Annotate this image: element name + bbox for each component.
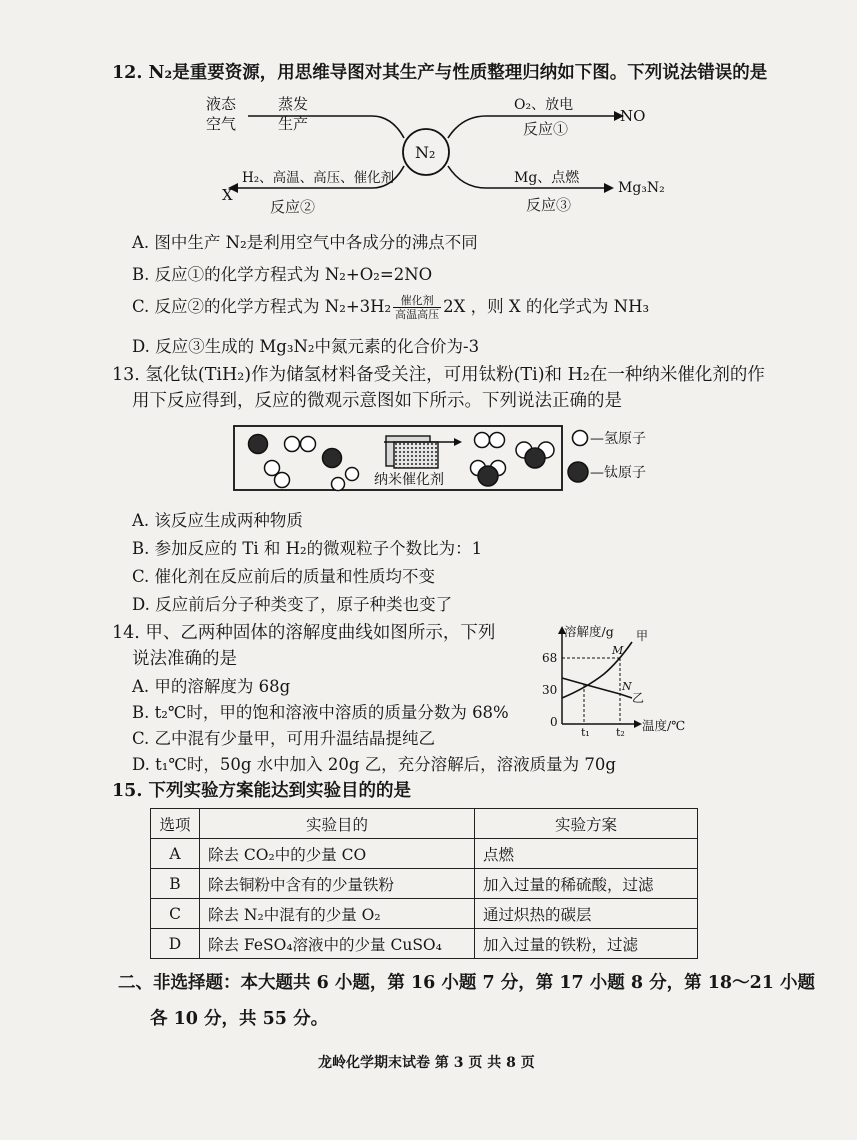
q13-stem-line2: 用下反应得到，反应的微观示意图如下所示。下列说法正确的是 — [132, 391, 622, 411]
table-cell: 加入过量的铁粉，过滤 — [475, 929, 698, 959]
table-row — [151, 929, 698, 959]
table-row — [151, 839, 698, 869]
table-cell: D — [151, 929, 200, 959]
table-header: 实验方案 — [475, 809, 698, 839]
page-footer: 龙岭化学期末试卷 第 3 页 共 8 页 — [318, 1055, 535, 1071]
h-atom-icon — [301, 437, 316, 452]
arrow-production — [248, 116, 404, 138]
arrow1-line2: 生产 — [278, 115, 309, 133]
catalyst-label: 纳米催化剂 — [374, 472, 444, 488]
experiment-table — [150, 808, 698, 959]
table-cell: 点燃 — [475, 839, 698, 869]
q13-stem-line1: 13. 氢化钛(TiH₂)作为储氢材料备受关注，可用钛粉(Ti)和 H₂在一种纳米催化剂的作 — [112, 365, 765, 385]
r1-condition: O₂、放电 — [514, 97, 574, 113]
h-atom-icon — [346, 468, 359, 481]
q12-option-c-suffix: 2X ，则 X 的化学式为 NH₃ — [443, 297, 650, 316]
q13-option-c: C. 催化剂在反应前后的质量和性质均不变 — [132, 567, 436, 586]
y-tick-68: 68 — [542, 651, 558, 665]
table-cell: 除去 N₂中混有的少量 O₂ — [200, 899, 475, 929]
origin-label: 0 — [550, 715, 558, 729]
r2-label: 反应② — [270, 198, 316, 216]
n2-mind-map-diagram — [196, 90, 665, 218]
r3-product: Mg₃N₂ — [618, 180, 665, 196]
section2-line1: 二、非选择题：本大题共 6 小题，第 16 小题 7 分，第 17 小题 8 分，第 18～21 小题 — [118, 973, 816, 993]
q15-stem: 15. 下列实验方案能达到实验目的的是 — [112, 781, 412, 801]
h-atom-icon — [265, 461, 280, 476]
ti-atom-icon — [525, 448, 545, 468]
h-atom-icon — [332, 478, 345, 491]
source-line1: 液态 — [206, 95, 237, 113]
r2-product: X — [222, 186, 233, 204]
table-header-row — [151, 809, 698, 839]
center-n2: N₂ — [415, 143, 436, 162]
x-axis-label: 温度/℃ — [642, 718, 686, 733]
h-atom-icon — [475, 433, 490, 448]
point-m-label: M — [612, 644, 624, 657]
q13-option-a: A. 该反应生成两种物质 — [132, 511, 303, 530]
solubility-curve-graph — [536, 622, 686, 742]
h-atom-icon — [285, 437, 300, 452]
arrowhead-r3 — [604, 183, 614, 193]
legend-h: —氢原子 — [590, 431, 646, 447]
point-n-label: N — [622, 680, 632, 693]
r3-label: 反应③ — [526, 196, 572, 214]
x-tick-t2: t₂ — [616, 726, 625, 739]
ti-atom-icon — [323, 449, 342, 468]
q12-option-c-prefix: C. 反应②的化学方程式为 N₂+3H₂ — [132, 297, 392, 316]
q13-option-d: D. 反应前后分子种类变了，原子种类也变了 — [132, 595, 453, 614]
cond-bottom: 高温高压 — [395, 308, 440, 321]
tih2-reaction-diagram — [226, 422, 671, 498]
arrow1-line1: 蒸发 — [278, 95, 309, 113]
h-atom-icon — [275, 473, 290, 488]
ti-atom-icon — [249, 435, 268, 454]
q14-option-a: A. 甲的溶解度为 68g — [132, 677, 291, 696]
legend-h-icon — [573, 431, 588, 446]
r2-condition: H₂、高温、高压、催化剂 — [242, 170, 395, 186]
q12-option-b: B. 反应①的化学方程式为 N₂+O₂=2NO — [132, 265, 433, 284]
source-line2: 空气 — [206, 115, 237, 133]
table-cell: 除去铜粉中含有的少量铁粉 — [200, 869, 475, 899]
table-cell: C — [151, 899, 200, 929]
q12-option-c — [132, 294, 649, 321]
y-axis-label: 溶解度/g — [564, 624, 614, 639]
table-cell: 通过炽热的碳层 — [475, 899, 698, 929]
reaction-condition-fraction — [393, 294, 441, 321]
q12-option-a: A. 图中生产 N₂是利用空气中各成分的沸点不同 — [132, 233, 478, 252]
q14-option-c: C. 乙中混有少量甲，可用升温结晶提纯乙 — [132, 729, 436, 748]
arrowhead — [454, 438, 462, 446]
series-yi-label: 乙 — [632, 691, 645, 705]
r3-condition: Mg、点燃 — [514, 170, 580, 186]
q14-option-b: B. t₂℃时，甲的饱和溶液中溶质的质量分数为 68% — [132, 703, 509, 722]
table-cell: 除去 FeSO₄溶液中的少量 CuSO₄ — [200, 929, 475, 959]
r1-label: 反应① — [523, 120, 569, 138]
table-cell: A — [151, 839, 200, 869]
section2-line2: 各 10 分，共 55 分。 — [150, 1009, 329, 1029]
table-header: 选项 — [151, 809, 200, 839]
q12-option-d: D. 反应③生成的 Mg₃N₂中氮元素的化合价为-3 — [132, 337, 480, 356]
q12-stem: 12. N₂是重要资源，用思维导图对其生产与性质整理归纳如下图。下列说法错误的是 — [112, 63, 768, 83]
table-cell: 除去 CO₂中的少量 CO — [200, 839, 475, 869]
q14-stem-line2: 说法准确的是 — [132, 649, 237, 669]
q14-option-d: D. t₁℃时，50g 水中加入 20g 乙，充分溶解后，溶液质量为 70g — [132, 755, 616, 774]
table-cell: 加入过量的稀硫酸，过滤 — [475, 869, 698, 899]
table-cell: B — [151, 869, 200, 899]
legend-ti: —钛原子 — [590, 465, 646, 481]
table-row — [151, 869, 698, 899]
h-atom-icon — [490, 433, 505, 448]
legend-ti-icon — [568, 462, 588, 482]
r1-product: NO — [620, 107, 646, 125]
x-tick-t1: t₁ — [581, 726, 590, 739]
ti-atom-icon — [478, 466, 498, 486]
q13-option-b: B. 参加反应的 Ti 和 H₂的微观粒子个数比为：1 — [132, 539, 483, 558]
table-row — [151, 899, 698, 929]
cond-top: 催化剂 — [393, 294, 441, 308]
table-header: 实验目的 — [200, 809, 475, 839]
y-tick-30: 30 — [542, 683, 558, 697]
series-jia-label: 甲 — [636, 629, 649, 643]
q14-stem-line1: 14. 甲、乙两种固体的溶解度曲线如图所示，下列 — [112, 623, 496, 643]
